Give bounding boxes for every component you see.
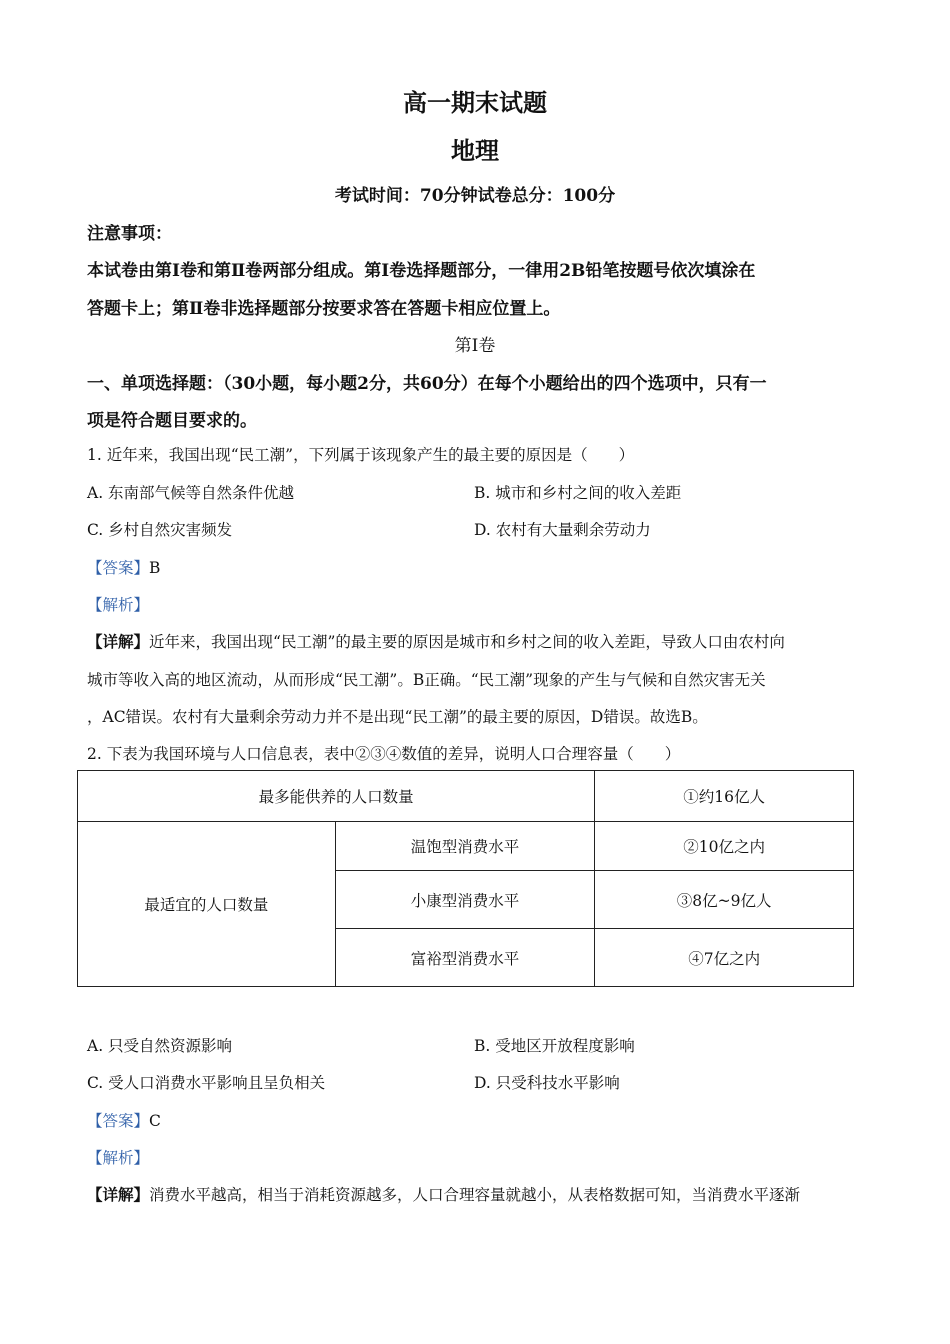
exam-info: 考试时间：70分钟试卷总分：100分 <box>334 186 616 206</box>
q1-detail-line: ，AC错误。农村有大量剩余劳动力并不是出现“民工潮”的最主要的原因，D错误。故选B。 <box>87 708 708 726</box>
q1-option-d: D. 农村有大量剩余劳动力 <box>474 521 651 539</box>
table-cell: 最适宜的人口数量 <box>78 822 336 987</box>
q1-option-b: B. 城市和乡村之间的收入差距 <box>474 484 682 502</box>
population-table <box>77 770 854 987</box>
table-cell: ④7亿之内 <box>595 929 854 987</box>
q2-answer <box>87 1109 161 1131</box>
notice-line: 本试卷由第Ⅰ卷和第Ⅱ卷两部分组成。第Ⅰ卷选择题部分，一律用2B铅笔按题号依次填涂在 <box>87 261 756 281</box>
q2-option-a: A. 只受自然资源影响 <box>87 1037 233 1055</box>
detail-tag: 【详解】 <box>87 1185 150 1204</box>
detail-text: 消费水平越高，相当于消耗资源越多，人口合理容量就越小，从表格数据可知，当消费水平逐渐 <box>149 1186 801 1204</box>
table-cell: 最多能供养的人口数量 <box>78 771 595 822</box>
section-heading: 一、单项选择题：（30小题，每小题2分，共60分）在每个小题给出的四个选项中，只有一 <box>87 374 767 394</box>
section-heading: 项是符合题目要求的。 <box>87 411 257 431</box>
table-cell: ③8亿~9亿人 <box>595 871 854 929</box>
table-row <box>78 771 854 822</box>
volume-label: 第Ⅰ卷 <box>454 336 496 356</box>
question-1-stem: 1. 近年来，我国出现“民工潮”，下列属于该现象产生的最主要的原因是（ ） <box>87 446 635 464</box>
answer-value: B <box>149 559 161 577</box>
q2-option-b: B. 受地区开放程度影响 <box>474 1037 635 1055</box>
page-title: 高一期末试题 <box>403 88 547 117</box>
notice-heading: 注意事项： <box>87 224 172 244</box>
answer-value: C <box>149 1112 161 1130</box>
q1-detail-line <box>87 630 785 652</box>
answer-tag: 【答案】 <box>87 1112 150 1130</box>
subject-title: 地理 <box>451 136 499 165</box>
q2-option-c: C. 受人口消费水平影响且呈负相关 <box>87 1074 326 1092</box>
detail-text: 近年来，我国出现“民工潮”的最主要的原因是城市和乡村之间的收入差距，导致人口由农村向 <box>149 633 785 651</box>
q1-option-a: A. 东南部气候等自然条件优越 <box>87 484 295 502</box>
q1-detail-line: 城市等收入高的地区流动，从而形成“民工潮”。B正确。“民工潮”现象的产生与气候和自然灾害无关 <box>87 671 766 689</box>
q2-analysis-tag: 【解析】 <box>87 1149 150 1167</box>
q1-answer <box>87 556 160 578</box>
q2-option-d: D. 只受科技水平影响 <box>474 1074 620 1092</box>
table-cell: ②10亿之内 <box>595 822 854 871</box>
detail-tag: 【详解】 <box>87 632 150 651</box>
table-cell: ①约16亿人 <box>595 771 854 822</box>
q1-analysis-tag: 【解析】 <box>87 596 150 614</box>
question-2-stem: 2. 下表为我国环境与人口信息表，表中②③④数值的差异，说明人口合理容量（ ） <box>87 745 681 763</box>
q2-detail-line <box>87 1183 800 1205</box>
table-cell: 温饱型消费水平 <box>335 822 595 871</box>
table-row <box>78 822 854 871</box>
table-cell: 小康型消费水平 <box>335 871 595 929</box>
q1-option-c: C. 乡村自然灾害频发 <box>87 521 233 539</box>
answer-tag: 【答案】 <box>87 559 150 577</box>
table-cell: 富裕型消费水平 <box>335 929 595 987</box>
notice-line: 答题卡上；第Ⅱ卷非选择题部分按要求答在答题卡相应位置上。 <box>87 299 561 319</box>
